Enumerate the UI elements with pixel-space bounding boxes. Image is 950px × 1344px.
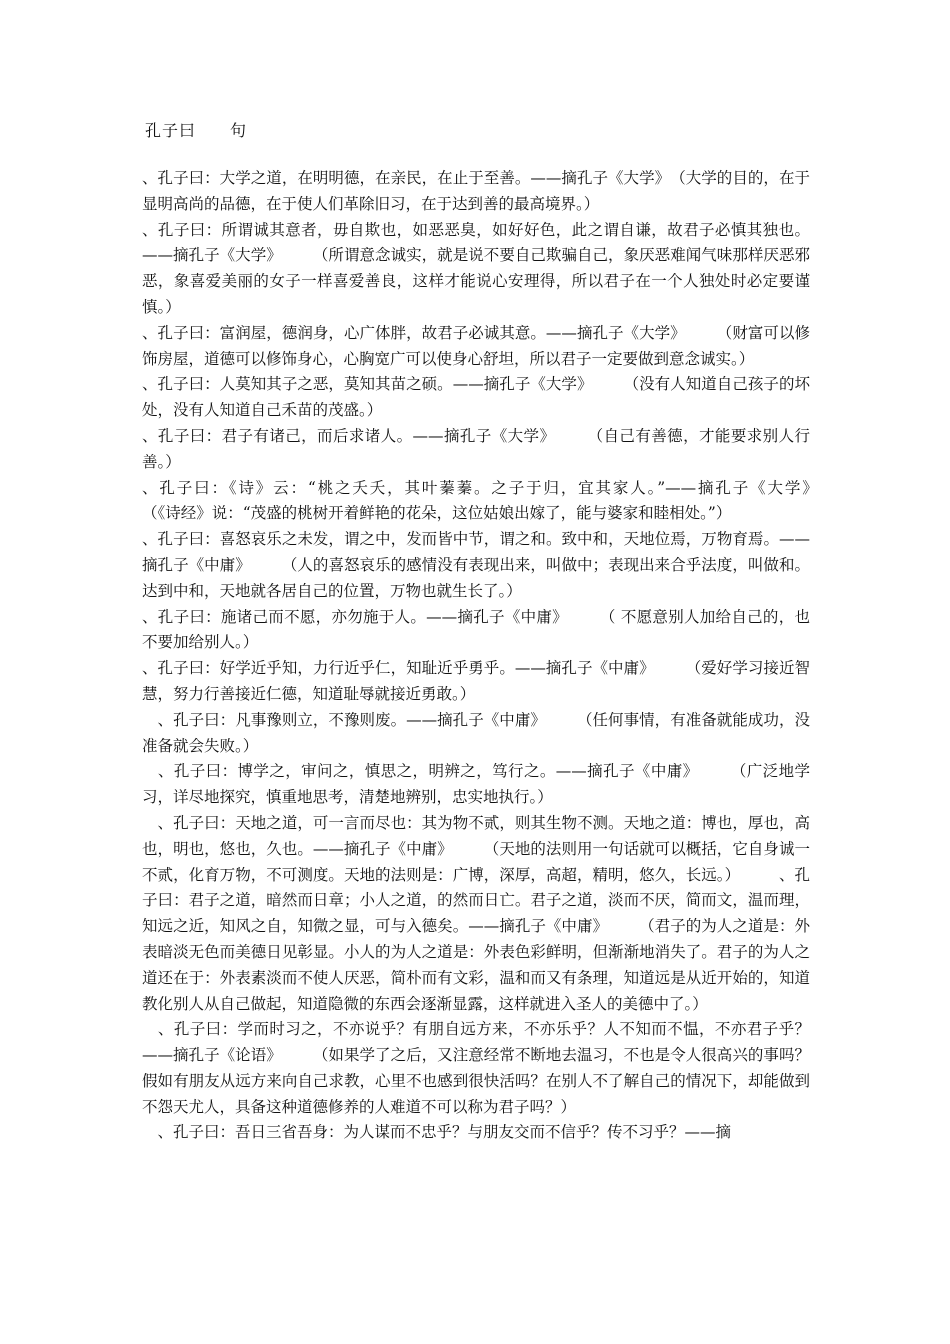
paragraph-2: 、孔子曰：所谓诚其意者，毋自欺也，如恶恶臭，如好好色，此之谓自谦，故君子必慎其独也。——摘孔子《大学》 （所谓意念诚实，就是说不要自己欺骗自己，象厌恶难闻气味那样厌恶邪恶，象喜爱美丽的女子一样喜爱善良，这样才能说心安理得，所以君子在一个人独处时必定要谨慎。）: [142, 220, 810, 316]
paragraph-12: 、孔子曰：天地之道，可一言而尽也：其为物不贰，则其生物不测。天地之道：博也，厚也，高也，明也，悠也，久也。——摘孔子《中庸》 （天地的法则用一句话就可以概括，它自身诚一不贰，化育万物，不可测度。天地的法则是：广博，深厚，高超，精明，悠久，长远。） 、孔子曰：君子之道，暗然而日章；小人之道，的然而日亡。君子之道，淡而不厌，简而文，温而理，知远之近，知风之自，知微之显，可与入德矣。——摘孔子《中庸》 （君子的为人之道是：外表暗淡无色而美德日见彰显。小人的为人之道是：外表色彩鲜明，但渐渐地消失了。君子的为人之道还在于：外表素淡而不使人厌恶，简朴而有文彩，温和而又有条理，知道远是从近开始的，知道教化别人从自己做起，知道隐微的东西会逐渐显露，这样就进入圣人的美德中了。）: [142, 813, 810, 1013]
paragraph-4: 、孔子曰：人莫知其子之恶，莫知其苗之硕。——摘孔子《大学》 （没有人知道自己孩子的坏处，没有人知道自己禾苗的茂盛。）: [142, 375, 810, 420]
paragraph-14: 、孔子曰：吾日三省吾身：为人谋而不忠乎？与朋友交而不信乎？传不习乎？——摘: [142, 1123, 732, 1142]
paragraph-6: 、孔子曰：《诗》云：“桃之夭夭，其叶蓁蓁。之子于归，宜其家人。”——摘孔子《大学》 （《诗经》说：“茂盛的桃树开着鲜艳的花朵，这位姑娘出嫁了，能与婆家和睦相处。”）: [142, 478, 857, 523]
document-body: [142, 166, 857, 1146]
paragraph-9: 、孔子曰：好学近乎知，力行近乎仁，知耻近乎勇乎。——摘孔子《中庸》 （爱好学习接近智慧，努力行善接近仁德，知道耻辱就接近勇敢。）: [142, 659, 810, 703]
paragraph-11: 、孔子曰：博学之，审问之，慎思之，明辨之，笃行之。——摘孔子《中庸》 （广泛地学习，详尽地探究，慎重地思考，清楚地辨别，忠实地执行。）: [142, 762, 810, 807]
document-title: 孔子曰 句: [145, 121, 248, 140]
paragraph-5: 、孔子曰：君子有诸己，而后求诸人。——摘孔子《大学》 （自己有善德，才能要求别人行善。）: [142, 426, 810, 471]
paragraph-7: 、孔子曰：喜怒哀乐之未发，谓之中，发而皆中节，谓之和。致中和，天地位焉，万物育焉。——摘孔子《中庸》 （人的喜怒哀乐的感情没有表现出来，叫做中；表现出来合乎法度，叫做和。达到中和，天地就各居自己的位置，万物也就生长了。）: [142, 530, 810, 600]
paragraph-1: 、孔子曰：大学之道，在明明德，在亲民，在止于至善。——摘孔子《大学》 （大学的目的，在于显明高尚的品德，在于使人们革除旧习，在于达到善的最高境界。）: [142, 169, 810, 213]
paragraph-10: 、孔子曰：凡事豫则立，不豫则废。——摘孔子《中庸》 （任何事情，有准备就能成功，没准备就会失败。）: [142, 710, 810, 755]
paragraph-8: 、孔子曰：施诸己而不愿，亦勿施于人。——摘孔子《中庸》 （ 不愿意别人加给自己的，也不要加给别人。）: [142, 607, 810, 652]
paragraph-13: 、孔子曰：学而时习之，不亦说乎？有朋自远方来，不亦乐乎？人不知而不愠，不亦君子乎？——摘孔子《论语》 （如果学了之后，又注意经常不断地去温习，不也是令人很高兴的事吗？假如有朋友从远方来向自己求教，心里不也感到很快活吗？在别人不了解自己的情况下，却能做到不怨天尤人，具备这种道德修养的人难道不可以称为君子吗？）: [142, 1020, 810, 1116]
paragraph-3: 、孔子曰：富润屋，德润身，心广体胖，故君子必诚其意。——摘孔子《大学》 （财富可以修饰房屋，道德可以修饰身心，心胸宽广可以使身心舒坦，所以君子一定要做到意念诚实。）: [142, 323, 810, 368]
